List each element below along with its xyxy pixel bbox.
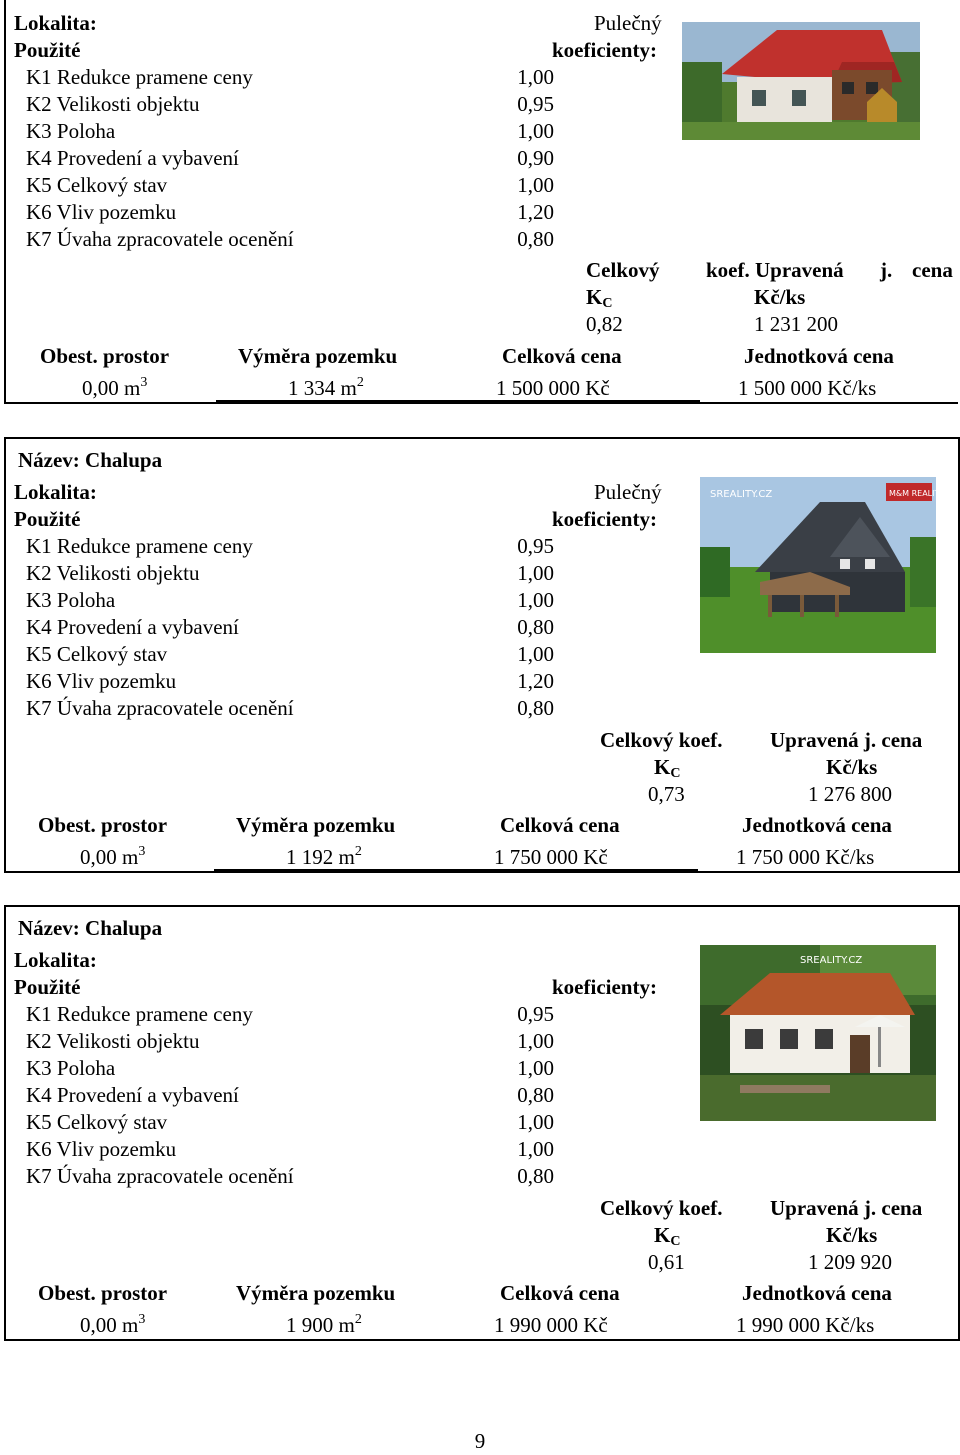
property-photo: [700, 477, 945, 653]
kc-label: $K_C$: [654, 755, 681, 781]
property-photo: [682, 22, 920, 140]
celkova-value: 1 750 000 Kč: [494, 845, 608, 869]
upravena-label-3: cena: [912, 258, 953, 282]
header-vymera: Výměra pozemku: [236, 813, 396, 837]
property-entry-1: [4, 0, 958, 404]
coef-value: 1,00: [517, 642, 554, 666]
celkovy-koef-label-2: koef.: [706, 258, 750, 282]
lokalita-value: Pulečný: [594, 480, 662, 504]
upravena-value: 1 231 200: [754, 312, 838, 336]
upravena-value: 1 209 920: [808, 1250, 892, 1274]
coef-value: 0,90: [517, 146, 554, 170]
coef-value: 0,95: [517, 534, 554, 558]
realty-logo: M&M REALITY: [889, 489, 945, 498]
coef-label: K7 Úvaha zpracovatele ocenění: [26, 227, 294, 251]
sreality-watermark: SREALITY.CZ: [800, 955, 863, 966]
celkova-value: 1 990 000 Kč: [494, 1313, 608, 1337]
coef-label: K3 Poloha: [26, 119, 116, 143]
header-celkova: Celková cena: [500, 1281, 620, 1305]
coef-label: K2 Velikosti objektu: [26, 92, 200, 116]
pouzite-label: Použité: [14, 975, 81, 999]
header-celkova: Celková cena: [502, 344, 622, 368]
pouzite-label: Použité: [14, 507, 81, 531]
coef-label: K5 Celkový stav: [26, 642, 168, 666]
kc-value: 0,61: [648, 1250, 685, 1274]
coef-value: 0,80: [517, 615, 554, 639]
coef-value: 1,00: [517, 1029, 554, 1053]
coef-label: K4 Provedení a vybavení: [26, 615, 239, 639]
lokalita-label: Lokalita:: [14, 948, 97, 972]
coef-value: 1,00: [517, 1110, 554, 1134]
upravena-label: Upravená j. cena: [770, 1196, 923, 1220]
coef-label: K4 Provedení a vybavení: [26, 1083, 239, 1107]
header-jednotkova: Jednotková cena: [744, 344, 894, 368]
coef-label: K2 Velikosti objektu: [26, 561, 200, 585]
coef-value: 0,80: [517, 1083, 554, 1107]
coef-label: K7 Úvaha zpracovatele ocenění: [26, 1164, 294, 1188]
coef-label: K6 Vliv pozemku: [26, 200, 177, 224]
divider: [216, 400, 700, 402]
pouzite-label: Použité: [14, 38, 81, 62]
property-entry-3: [4, 905, 960, 1341]
coef-label: K4 Provedení a vybavení: [26, 146, 239, 170]
coef-label: K6 Vliv pozemku: [26, 669, 177, 693]
coef-value: 0,95: [517, 1002, 554, 1026]
kc-label: $K_C$: [654, 1223, 681, 1249]
coef-value: 1,00: [517, 588, 554, 612]
coef-value: 1,00: [517, 65, 554, 89]
coef-value: 0,95: [517, 92, 554, 116]
coef-value: 1,00: [517, 1056, 554, 1080]
jednotkova-value: 1 990 000 Kč/ks: [736, 1313, 875, 1337]
koeficienty-label: koeficienty:: [552, 507, 657, 531]
kc-label: $K_C$: [586, 285, 613, 311]
vymera-value: 1 334 $m^2$: [288, 375, 364, 400]
unit-label: Kč/ks: [754, 285, 806, 309]
sreality-watermark: SREALITY.CZ: [710, 489, 773, 500]
obest-value: 0,00 $m^3$: [82, 375, 148, 400]
coef-value: 1,00: [517, 561, 554, 585]
coef-value: 1,00: [517, 1137, 554, 1161]
celkovy-koef-label: Celkový: [586, 258, 660, 282]
celkova-value: 1 500 000 Kč: [496, 376, 610, 400]
koeficienty-label: koeficienty:: [552, 975, 657, 999]
upravena-label-2: j.: [880, 258, 893, 282]
header-obest: Obest. prostor: [38, 1281, 168, 1305]
coef-label: K2 Velikosti objektu: [26, 1029, 200, 1053]
jednotkova-value: 1 750 000 Kč/ks: [736, 845, 875, 869]
lokalita-value: Pulečný: [594, 11, 662, 35]
upravena-label: Upravená j. cena: [770, 728, 923, 752]
nazev-label: Název: Chalupa: [18, 916, 163, 940]
header-jednotkova: Jednotková cena: [742, 1281, 892, 1305]
property-photo: [700, 945, 936, 1121]
obest-value: 0,00 $m^3$: [80, 844, 146, 869]
coef-value: 1,00: [517, 119, 554, 143]
coef-label: K6 Vliv pozemku: [26, 1137, 177, 1161]
coef-label: K7 Úvaha zpracovatele ocenění: [26, 696, 294, 720]
coef-label: K1 Redukce pramene ceny: [26, 65, 253, 89]
header-vymera: Výměra pozemku: [238, 344, 398, 368]
coef-label: K5 Celkový stav: [26, 1110, 168, 1134]
header-celkova: Celková cena: [500, 813, 620, 837]
coef-value: 1,00: [517, 173, 554, 197]
upravena-label: Upravená: [755, 258, 844, 282]
nazev-label: Název: Chalupa: [18, 448, 163, 472]
lokalita-label: Lokalita:: [14, 11, 97, 35]
coef-label: K5 Celkový stav: [26, 173, 168, 197]
header-obest: Obest. prostor: [40, 344, 170, 368]
unit-label: Kč/ks: [826, 1223, 878, 1247]
unit-label: Kč/ks: [826, 755, 878, 779]
upravena-value: 1 276 800: [808, 782, 892, 806]
vymera-value: 1 900 $m^2$: [286, 1312, 362, 1337]
coef-value: 1,20: [517, 200, 554, 224]
property-entry-2: [4, 437, 960, 873]
header-jednotkova: Jednotková cena: [742, 813, 892, 837]
coef-value: 0,80: [517, 227, 554, 251]
vymera-value: 1 192 $m^2$: [286, 844, 362, 869]
lokalita-label: Lokalita:: [14, 480, 97, 504]
celkovy-koef-label: Celkový koef.: [600, 728, 723, 752]
page-number: 9: [474, 1429, 486, 1453]
coef-label: K3 Poloha: [26, 588, 116, 612]
coef-value: 0,80: [517, 696, 554, 720]
header-vymera: Výměra pozemku: [236, 1281, 396, 1305]
coef-value: 1,20: [517, 669, 554, 693]
coef-label: K1 Redukce pramene ceny: [26, 534, 253, 558]
divider: [214, 869, 698, 871]
kc-value: 0,82: [586, 312, 623, 336]
coef-label: K1 Redukce pramene ceny: [26, 1002, 253, 1026]
koeficienty-label: koeficienty:: [552, 38, 657, 62]
coef-label: K3 Poloha: [26, 1056, 116, 1080]
kc-value: 0,73: [648, 782, 685, 806]
coef-value: 0,80: [517, 1164, 554, 1188]
celkovy-koef-label: Celkový koef.: [600, 1196, 723, 1220]
obest-value: 0,00 $m^3$: [80, 1312, 146, 1337]
header-obest: Obest. prostor: [38, 813, 168, 837]
jednotkova-value: 1 500 000 Kč/ks: [738, 376, 877, 400]
